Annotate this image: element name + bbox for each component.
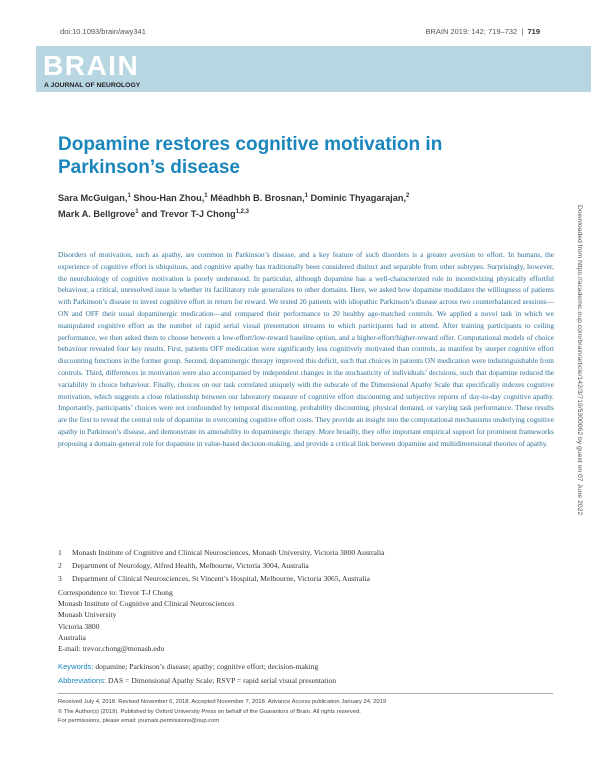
download-notice-text: Downloaded from https://academic.oup.com/brain/article/142/3/719/5300062 by guest on 07 June 2022 (576, 205, 583, 516)
footer-permissions: For permissions, please email: journals.permissions@oup.com (58, 718, 220, 724)
footer-dates: Received July 4, 2018. Revised November 6, 2018. Accepted November 7, 2018. Advance Access publication January 24, 2019 (58, 699, 387, 705)
author-list (58, 189, 558, 221)
journal-citation: BRAIN 2019: 142; 719–732 (425, 27, 518, 36)
author: Méadhbh B. Brosnan,$^1$ (210, 193, 308, 204)
doi: doi:10.1093/brain/awy341 (60, 27, 146, 36)
correspondence-line: Correspondence to: Trevor T-J Chong (58, 588, 173, 597)
footer-copyright: © The Author(s) (2019). Published by Oxford University Press on behalf of the Guarantors of Brain. All rights reserved. (58, 708, 361, 715)
page-number: 719 (527, 27, 540, 36)
keywords: Keywords: dopamine; Parkinson’s disease; apathy; cognitive effort; decision-making (58, 662, 319, 671)
affiliation: 3 Department of Clinical Neurosciences, St Vincent’s Hospital, Melbourne, Victoria 3065, Australia (58, 574, 370, 583)
correspondence-line: Monash University (58, 610, 117, 620)
correspondence-line: Australia (58, 632, 86, 642)
correspondence-line: Monash Institute of Cognitive and Clinical Neurosciences (58, 599, 235, 609)
footer (58, 698, 386, 727)
author: Dominic Thyagarajan,$^2$ (310, 193, 410, 204)
journal-reference (380, 27, 540, 36)
author: Mark A. Bellgrove$^1$ (58, 209, 139, 220)
keywords-section (58, 660, 336, 688)
article-title: Dopamine restores cognitive motivation in Parkinson’s disease (58, 134, 443, 178)
footer-divider (58, 693, 553, 694)
separator: | (521, 27, 524, 36)
author: Shou-Han Zhou,$^1$ (133, 193, 208, 204)
correspondence-email: E-mail: trevor.chong@monash.edu (58, 644, 165, 654)
affiliation: 2 Department of Neurology, Alfred Health, Melbourne, Victoria 3004, Australia (58, 561, 309, 570)
correspondence (58, 587, 234, 654)
brain-logo: BRAIN (43, 50, 140, 81)
journal-subtitle: A JOURNAL OF NEUROLOGY (44, 82, 141, 89)
download-notice (574, 205, 584, 605)
correspondence-line: Victoria 3800 (58, 621, 100, 631)
affiliations (58, 546, 385, 585)
abstract: Disorders of motivation, such as apathy, are common in Parkinson’s disease, and a key feature of such disorders is a greater aversion to effort. In humans, the experience of cognitive effort is ubiquitous, and cognitive apathy has traditionally been considered distinct and separable from other subtypes. Surprisingly, however, the neurobiology of cognitive motivation is poorly understood. In particular, although dopamine has a well-characterized role in incentivizing physically effortful behaviour, a critical, unresolved issue is whether its facilitatory role generalizes to other domains. Here, we asked how dopamine modulates the willingness of patients with Parkinson’s disease to invest cognitive effort in return for reward. We tested 20 patients with idiopathic Parkinson’s disease across two counterbalanced sessions—ON and OFF their usual dopaminergic medication—and compared their performance to 20 healthy age-matched controls. We applied a novel task in which we manipulated cognitive effort as the number of rapid serial visual presentation streams to which participants had to attend. After training participants to ceiling performance, we then asked them to choose between a low-effort/low-reward baseline option, and a higher-effort/higher-reward offer. Computational models of choice behaviour revealed four key results. First, patients OFF medication were significantly less cognitively motivated than controls, as manifest by steeper cognitive effort discounting functions in the former group. Second, dopaminergic therapy improved this deficit, such that choices in patients ON medication were indistinguishable from controls. Third, differences in motivation were also accompanied by independent changes in the stochasticity of individuals’ decisions, such that dopamine reduced the variability in choice behaviour. Finally, choices on our task correlated uniquely with the subscale of the Dimensional Apathy Scale that specifically indexes cognitive motivation, which suggests a close relationship between our laboratory measure of cognitive effort discounting and subjective reports of day-to-day cognitive apathy. Importantly, participants’ choices were not confounded by temporal discounting, probability discounting, physical demand, or varying task performance. These results are the first to reveal the central role of dopamine in overcoming cognitive effort costs. They provide an insight into the computational mechanisms underlying cognitive apathy in Parkinson’s disease, and demonstrate its amenability to dopaminergic therapy. More broadly, they offer important empirical support for prominent frameworks proposing a domain-general role for dopamine in value-based decision-making, and provide a critical link between dopamine and multidimensional theories of apathy. (58, 250, 554, 448)
abbreviations: Abbreviations: DAS = Dimensional Apathy Scale; RSVP = rapid serial visual presentation (58, 676, 337, 685)
author: Sara McGuigan,$^1$ (58, 193, 131, 204)
affiliation: 1 Monash Institute of Cognitive and Clinical Neurosciences, Monash University, Victoria 3800 Australia (58, 548, 385, 557)
author: and Trevor T-J Chong$^{1,2,3}$ (141, 209, 249, 220)
